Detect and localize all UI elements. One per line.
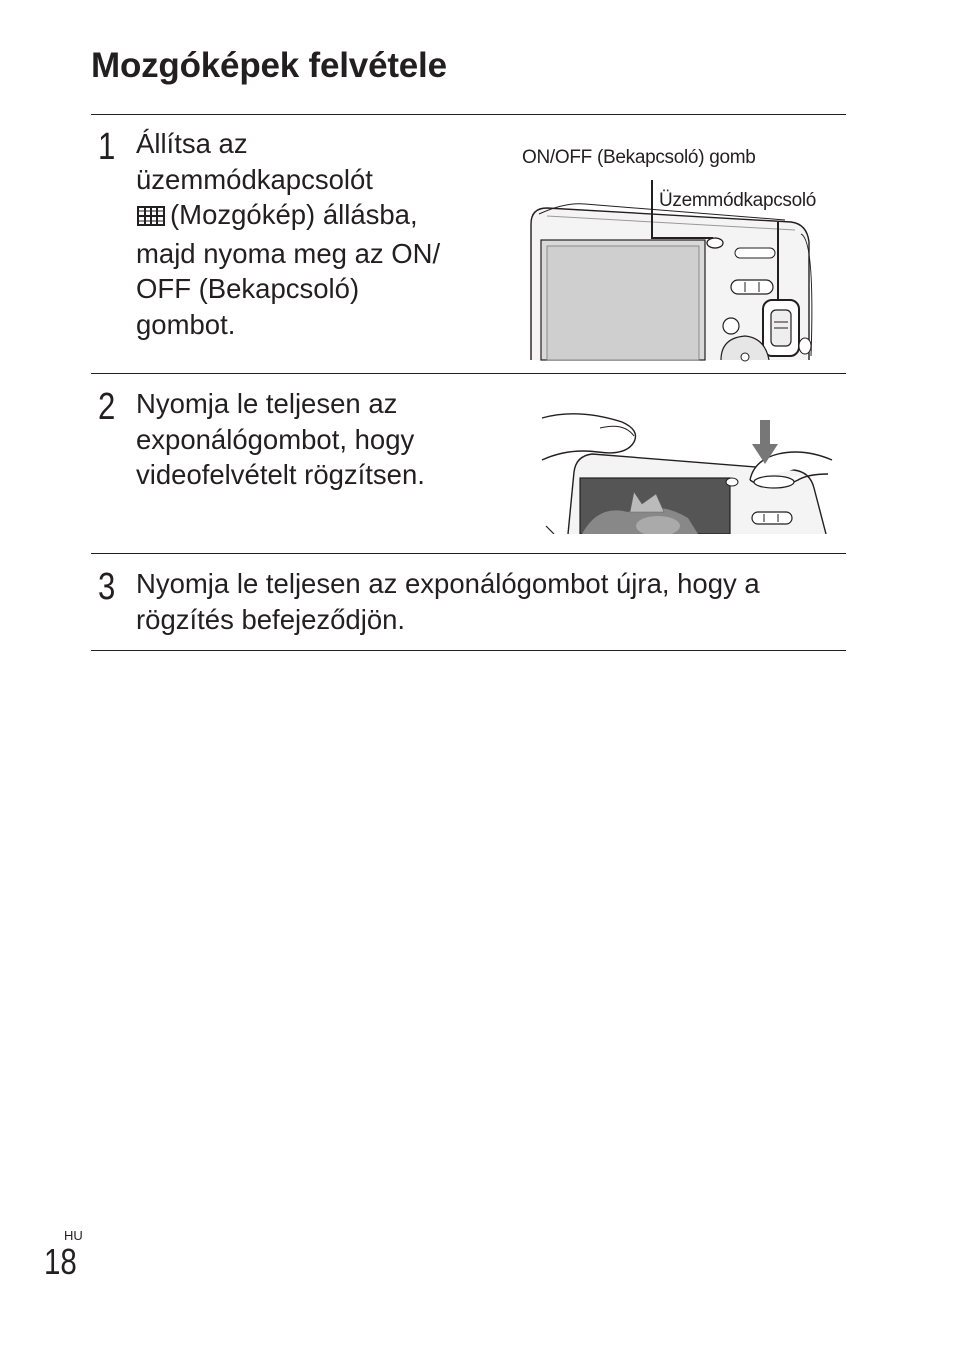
divider-top [91,114,846,115]
page-number: 18 [44,1241,77,1282]
step-3-text [136,566,760,637]
movie-mode-icon [136,200,166,236]
divider-1 [91,373,846,374]
step-3-line-1: Nyomja le teljesen az exponálógombot újra, hogy a [136,568,760,599]
shutter-press-illustration [538,408,838,534]
step-1-line-4: majd nyoma meg az ON/ [136,237,441,269]
step-2-line-3: videofelvételt rögzítsen. [136,459,425,490]
step-1-line-3 [136,197,440,236]
divider-bottom [91,650,846,651]
mode-switch-callout: Üzemmódkapcsoló [659,190,817,211]
step-1-line-5: OFF (Bekapcsoló) [136,273,360,304]
step-2-line-2: exponálógombot, hogy [136,423,415,455]
step-1-line-1: Állítsa az [136,128,248,159]
onoff-button-callout: ON/OFF (Bekapcsoló) gomb [522,147,756,168]
step-1-line-3-text: (Mozgókép) állásba, [170,199,418,230]
step-1-line-2: üzemmódkapcsolót [136,163,373,195]
step-2-number: 2 [98,386,116,428]
divider-2 [91,553,846,554]
step-2-line-1: Nyomja le teljesen az [136,388,398,419]
page-title: Mozgóképek felvétele [91,46,447,85]
camera-top-illustration [525,176,825,362]
step-1-number: 1 [98,126,116,168]
step-3-line-2: rögzítés befejeződjön. [136,603,406,635]
step-1-text [136,126,440,342]
step-2-text [136,386,425,493]
language-code: HU [64,1228,83,1243]
step-3-number: 3 [98,566,116,608]
step-1-line-6: gombot. [136,308,236,340]
